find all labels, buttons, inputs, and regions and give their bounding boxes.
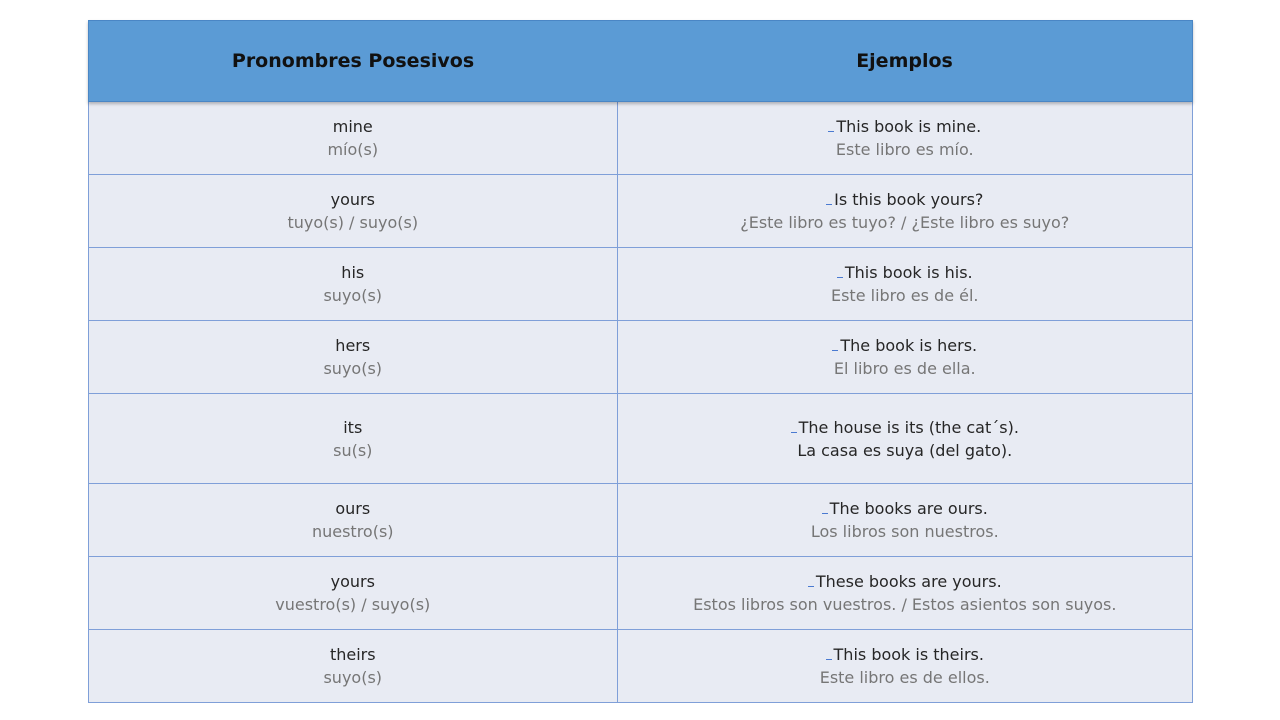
example-cell [618, 102, 1192, 174]
example-cell [618, 175, 1192, 247]
example-spanish: Este libro es de ellos. [819, 668, 990, 687]
pronoun-english: mine [332, 117, 373, 136]
pronoun-english: hers [335, 336, 371, 355]
example-cell [618, 630, 1192, 702]
example-english: This book is theirs. [833, 645, 984, 664]
table-row [88, 175, 1193, 248]
example-english: These books are yours. [815, 572, 1002, 591]
pronoun-english: its [343, 417, 363, 437]
example-english: This book is mine. [836, 117, 982, 136]
table-row [88, 248, 1193, 321]
pronoun-english: theirs [329, 645, 376, 664]
pronoun-english: ours [335, 499, 371, 518]
link-marker [822, 501, 828, 514]
pronoun-cell [89, 102, 618, 174]
header-examples: Ejemplos [856, 50, 953, 72]
pronoun-cell [89, 394, 618, 483]
example-english: The book is hers. [840, 336, 978, 355]
pronoun-english: his [341, 263, 365, 282]
example-english: Is this book yours? [834, 190, 984, 209]
example-spanish: Este libro es mío. [835, 140, 974, 159]
link-marker [791, 420, 797, 433]
pronoun-cell [89, 248, 618, 320]
example-spanish: La casa es suya (del gato). [797, 440, 1013, 460]
table-header [88, 20, 1193, 102]
table-row [88, 321, 1193, 394]
pronoun-cell [89, 321, 618, 393]
link-marker [832, 338, 838, 351]
header-pronouns: Pronombres Posesivos [231, 50, 475, 72]
table-row [88, 394, 1193, 484]
pronoun-spanish: tuyo(s) / suyo(s) [287, 213, 419, 232]
table-row [88, 557, 1193, 630]
link-marker [828, 119, 834, 132]
table-row [88, 102, 1193, 175]
pronoun-spanish: vuestro(s) / suyo(s) [275, 595, 431, 614]
pronoun-spanish: su(s) [333, 440, 373, 460]
example-spanish: El libro es de ella. [833, 359, 976, 378]
pronoun-spanish: mío(s) [327, 140, 379, 159]
link-marker [826, 647, 832, 660]
table-row [88, 630, 1193, 703]
pronoun-spanish: suyo(s) [323, 668, 383, 687]
pronoun-spanish: nuestro(s) [311, 522, 394, 541]
pronoun-cell [89, 484, 618, 556]
example-english: The books are ours. [829, 499, 988, 518]
pronoun-english: yours [330, 190, 375, 209]
link-marker [837, 265, 843, 278]
table-row [88, 484, 1193, 557]
example-spanish: Estos libros son vuestros. / Estos asientos son suyos. [693, 595, 1117, 614]
pronoun-spanish: suyo(s) [323, 286, 383, 305]
example-cell [618, 557, 1192, 629]
possessive-pronouns-table [88, 20, 1193, 703]
example-spanish: Este libro es de él. [830, 286, 979, 305]
example-spanish: Los libros son nuestros. [810, 522, 999, 541]
pronoun-cell [89, 557, 618, 629]
example-cell [618, 484, 1192, 556]
example-cell [618, 394, 1192, 483]
example-spanish: ¿Este libro es tuyo? / ¿Este libro es suyo? [740, 213, 1070, 232]
example-english: This book is his. [844, 263, 973, 282]
pronoun-cell [89, 630, 618, 702]
example-english: The house is its (the cat´s). [798, 417, 1019, 437]
link-marker [808, 574, 814, 587]
link-marker [826, 192, 832, 205]
example-cell [618, 321, 1192, 393]
pronoun-cell [89, 175, 618, 247]
pronoun-spanish: suyo(s) [323, 359, 383, 378]
pronoun-english: yours [330, 572, 375, 591]
example-cell [618, 248, 1192, 320]
